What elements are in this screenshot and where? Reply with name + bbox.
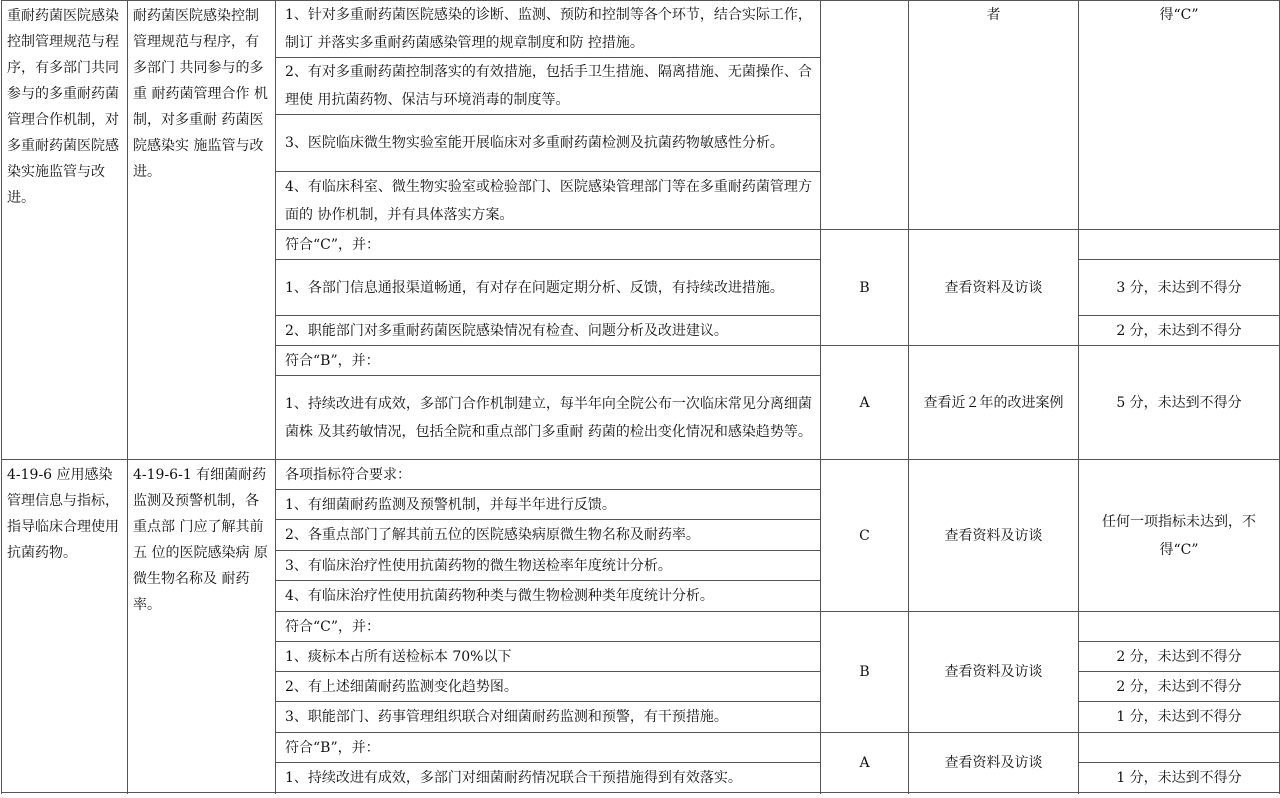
criterion-head: 符合“B”，并： (276, 346, 821, 376)
score-cell: 2 分，未达到不得分 (1079, 642, 1280, 672)
level-cell: A (821, 346, 909, 460)
criterion-cell: 1、针对多重耐药菌医院感染的诊断、监测、预防和控制等各个环节，结合实际工作，制订 并落实多重耐药菌感染管理的规章制度和防 控措施。 (276, 1, 821, 58)
level-cell: B (821, 612, 909, 733)
criterion-cell: 1、有细菌耐药监测及预警机制，并每半年进行反馈。 (276, 490, 821, 520)
score-cell (1079, 230, 1280, 260)
method-cell: 查看资料及访谈 (909, 230, 1079, 346)
method-cell: 查看资料及访谈 (909, 612, 1079, 733)
score-cell: 得“C” (1079, 1, 1280, 230)
criterion-cell: 2、有对多重耐药菌控制落实的有效措施，包括手卫生措施、隔离措施、无菌操作、合理使 用抗菌药物、保洁与环境消毒的制度等。 (276, 58, 821, 115)
method-cell: 查看资料及访谈 (909, 460, 1079, 612)
criterion-cell: 1、持续改进有成效，多部门对细菌耐药情况联合干预措施得到有效落实。 (276, 763, 821, 793)
method-cell: 查看资料及访谈 (909, 733, 1079, 793)
criterion-cell: 2、各重点部门了解其前五位的医院感染病原微生物名称及耐药率。 (276, 520, 821, 551)
criterion-cell: 4、有临床科室、微生物实验室或检验部门、医院感染管理部门等在多重耐药菌管理方面的 协作机制，并有具体落实方案。 (276, 172, 821, 230)
criterion-cell: 4、有临床治疗性使用抗菌药物种类与微生物检测种类年度统计分析。 (276, 581, 821, 612)
level-cell: B (821, 230, 909, 346)
criterion-head: 各项指标符合要求： (276, 460, 821, 490)
level-cell: C (821, 460, 909, 612)
criterion-head: 符合“C”，并： (276, 230, 821, 260)
criterion-head: 符合“B”，并： (276, 733, 821, 763)
table-row (2, 1, 1280, 58)
score-cell (1079, 733, 1280, 763)
score-cell: 5 分，未达到不得分 (1079, 346, 1280, 460)
score-cell: 2 分，未达到不得分 (1079, 672, 1280, 702)
criterion-cell: 3、医院临床微生物实验室能开展临床对多重耐药菌检测及抗菌药物敏感性分析。 (276, 115, 821, 172)
level-cell: A (821, 733, 909, 793)
method-cell: 者 (909, 1, 1079, 230)
standard-cell: 4-19-6 应用感染管理信息与指标，指导临床合理使用抗菌药物。 (2, 460, 128, 793)
standard-cell: 重耐药菌医院感染控制管理规范与程序，有多部门共同参与的多重耐药菌管理合作机制，对多重耐药菌医院感染实施监管与改进。 (2, 1, 128, 460)
item-cell: 耐药菌医院感染控制管理规范与程序，有多部门 共同参与的多重 耐药菌管理合作 机制，对多重耐 药菌医院感染实 施监管与改进。 (128, 1, 276, 460)
method-cell: 查看近２年的改进案例 (909, 346, 1079, 460)
level-cell (821, 1, 909, 230)
criterion-cell: 1、痰标本占所有送检标本 70%以下 (276, 642, 821, 672)
score-cell: 3 分，未达到不得分 (1079, 260, 1280, 316)
criterion-head: 符合“C”，并： (276, 612, 821, 642)
score-cell: 1 分，未达到不得分 (1079, 702, 1280, 733)
criterion-cell: 2、职能部门对多重耐药菌医院感染情况有检查、问题分析及改进建议。 (276, 316, 821, 346)
score-cell: 任何一项指标未达到，不得“C” (1079, 460, 1280, 612)
criterion-cell: 1、各部门信息通报渠道畅通，有对存在问题定期分析、反馈，有持续改进措施。 (276, 260, 821, 316)
score-cell: 1 分，未达到不得分 (1079, 763, 1280, 793)
standards-table (1, 0, 1280, 793)
item-cell: 4-19-6-1 有细菌耐药监测及预警机制，各重点部 门应了解其前五 位的医院感染病 原微生物名称及 耐药率。 (128, 460, 276, 793)
criterion-cell: 3、有临床治疗性使用抗菌药物的微生物送检率年度统计分析。 (276, 551, 821, 581)
criterion-cell: 1、持续改进有成效，多部门合作机制建立，每半年向全院公布一次临床常见分离细菌菌株 及其药敏情况，包括全院和重点部门多重耐 药菌的检出变化情况和感染趋势等。 (276, 376, 821, 460)
score-cell: 2 分，未达到不得分 (1079, 316, 1280, 346)
table-row (2, 460, 1280, 490)
score-cell (1079, 612, 1280, 642)
criterion-cell: 3、职能部门、药事管理组织联合对细菌耐药监测和预警，有干预措施。 (276, 702, 821, 733)
criterion-cell: 2、有上述细菌耐药监测变化趋势图。 (276, 672, 821, 702)
